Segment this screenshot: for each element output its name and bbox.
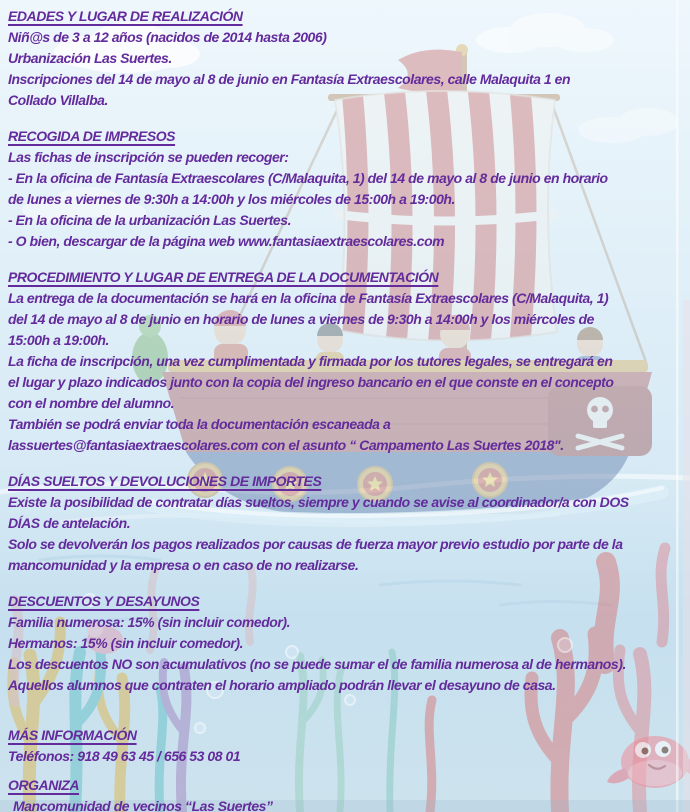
section-heading: RECOGIDA DE IMPRESOS (8, 128, 176, 144)
section-organiza (8, 775, 688, 812)
text-line: Existe la posibilidad de contratar días sueltos, siempre y cuando se avise al coordinador/a con DOS (8, 494, 629, 510)
text-line: Solo se devolverán los pagos realizados por causas de fuerza mayor previo estudio por parte de la (8, 536, 623, 552)
flyer-content (8, 6, 688, 812)
text-line email-address: lassuertes@fantasiaextraescolares.com con el asunto “ Campamento Las Suertes 2018". (8, 437, 564, 453)
section-descuentos (8, 591, 688, 696)
text-line: También se podrá enviar toda la documentación escaneada a (8, 416, 391, 432)
text-line: Urbanización Las Suertes. (8, 50, 172, 66)
section-recogida (8, 126, 688, 252)
text-line: 15:00h a 19:00h. (8, 332, 109, 348)
text-line: Las fichas de inscripción se pueden recoger: (8, 149, 289, 165)
section-mas-informacion (8, 725, 688, 767)
section-procedimiento (8, 267, 688, 456)
text-line organizer-name: Mancomunidad de vecinos “Las Suertes” (13, 798, 273, 812)
text-line: Aquellos alumnos que contraten el horario ampliado podrán llevar el desayuno de casa. (8, 677, 556, 693)
text-line: La entrega de la documentación se hará en la oficina de Fantasía Extraescolares (C/Malaquita, 1) (8, 290, 609, 306)
section-heading: ORGANIZA (8, 777, 80, 793)
text-line: Hermanos: 15% (sin incluir comedor). (8, 635, 244, 651)
section-heading: DÍAS SUELTOS Y DEVOLUCIONES DE IMPORTES (8, 473, 322, 489)
text-line: Inscripciones del 14 de mayo al 8 de junio en Fantasía Extraescolares, calle Malaquita 1 en (8, 71, 571, 87)
text-line: Familia numerosa: 15% (sin incluir comedor). (8, 614, 291, 630)
text-line: - En la oficina de Fantasía Extraescolares (C/Malaquita, 1) del 14 de mayo al 8 de junio en horario (8, 170, 608, 186)
text-line: La ficha de inscripción, una vez cumplimentada y firmada por los tutores legales, se entregará en (8, 353, 613, 369)
section-heading: EDADES Y LUGAR DE REALIZACIÓN (8, 8, 243, 24)
text-line: con el nombre del alumno. (8, 395, 175, 411)
text-line: - En la oficina de la urbanización Las Suertes. (8, 212, 292, 228)
text-line: Los descuentos NO son acumulativos (no se puede sumar el de familia numerosa al de hermanos). (8, 656, 626, 672)
text-line website-url: - O bien, descargar de la página web www.fantasiaextraescolares.com (8, 233, 445, 249)
section-dias-sueltos (8, 471, 688, 576)
text-line: de lunes a viernes de 9:30h a 14:00h y los miércoles de 15:00h a 19:00h. (8, 191, 455, 207)
text-line: Collado Villalba. (8, 92, 108, 108)
text-line: Niñ@s de 3 a 12 años (nacidos de 2014 hasta 2006) (8, 29, 327, 45)
text-line phone-numbers: Teléfonos: 918 49 63 45 / 656 53 08 01 (8, 748, 241, 764)
section-heading: MÁS INFORMACIÓN (8, 727, 137, 743)
text-line: DÍAS de antelación. (8, 515, 131, 531)
text-line: del 14 de mayo al 8 de junio en horario de lunes a viernes de 9:30h a 14:00h y los miércoles de (8, 311, 594, 327)
section-edades (8, 6, 688, 111)
text-line: el lugar y plazo indicados junto con la copia del ingreso bancario en el que conste en el concepto (8, 374, 614, 390)
section-heading: PROCEDIMIENTO Y LUGAR DE ENTREGA DE LA DOCUMENTACIÓN (8, 269, 439, 285)
section-heading: DESCUENTOS Y DESAYUNOS (8, 593, 200, 609)
text-line: mancomunidad y la empresa o en caso de no realizarse. (8, 557, 359, 573)
